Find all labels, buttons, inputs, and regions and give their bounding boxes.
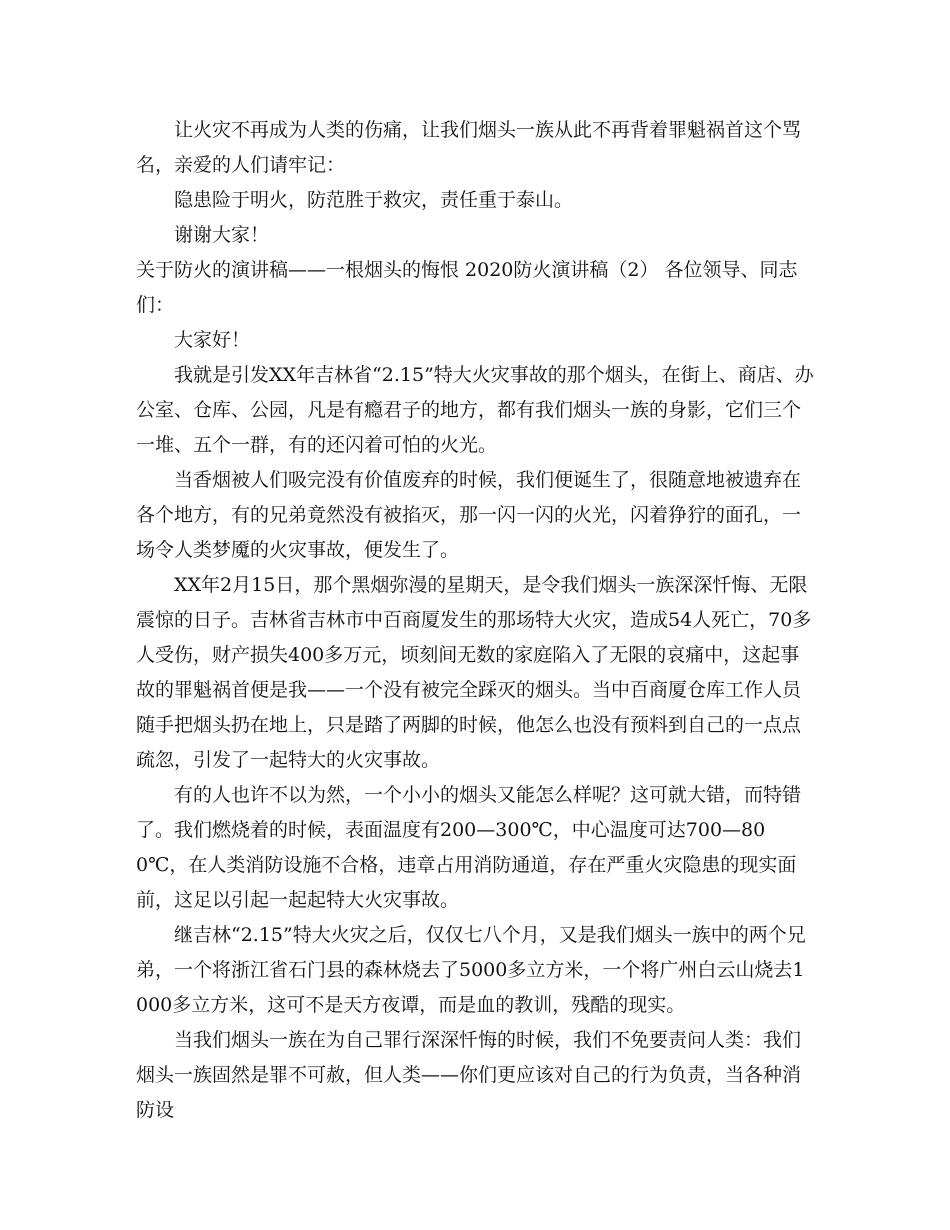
document-body bbox=[136, 113, 816, 1128]
paragraph: 让火灾不再成为人类的伤痛，让我们烟头一族从此不再背着罪魁祸首这个骂名，亲爱的人们请牢记： bbox=[136, 119, 802, 176]
paragraph: XX年2月15日，那个黑烟弥漫的星期天，是令我们烟头一族深深忏悔、无限震惊的日子。吉林省吉林市中百商厦发生的那场特大火灾，造成54人死亡，70多人受伤，财产损失400多万元，顷刻间无数的家庭陷入了无限的哀痛中，这起事故的罪魁祸首便是我——一个没有被完全踩灭的烟头。当中百商厦仓库工作人员随手把烟头扔在地上，只是踏了两脚的时候，他怎么也没有预料到自己的一点点疏忽，引发了一起特大的火灾事故。 bbox=[136, 574, 812, 771]
paragraph: 我就是引发XX年吉林省“2.15”特大火灾事故的那个烟头，在街上、商店、办公室、仓库、公园，凡是有瘾君子的地方，都有我们烟头一族的身影，它们三个一堆、五个一群，有的还闪着可怕的火光。 bbox=[136, 364, 814, 456]
paragraph: 当香烟被人们吸完没有价值废弃的时候，我们便诞生了，很随意地被遗弃在各个地方，有的兄弟竟然没有被掐灭，那一闪一闪的火光，闪着狰狞的面孔，一场令人类梦魇的火灾事故，便发生了。 bbox=[136, 469, 802, 561]
paragraph: 大家好！ bbox=[174, 329, 251, 351]
paragraph: 有的人也许不以为然，一个小小的烟头又能怎么样呢？这可就大错，而特错了。我们燃烧着的时候，表面温度有200—300℃，中心温度可达700—800℃，在人类消防设施不合格，违章占用消防通道，存在严重火灾隐患的现实面前，这足以引起一起起特大火灾事故。 bbox=[136, 784, 802, 911]
section-heading: 关于防火的演讲稿——一根烟头的悔恨 2020防火演讲稿（2） 各位领导、同志们： bbox=[136, 259, 798, 316]
paragraph: 谢谢大家！ bbox=[174, 224, 270, 246]
paragraph: 继吉林“2.15”特大火灾之后，仅仅七八个月，又是我们烟头一族中的两个兄弟，一个将浙江省石门县的森林烧去了5000多立方米，一个将广州白云山烧去1000多立方米，这可不是天方夜谭，而是血的教训，残酷的现实。 bbox=[136, 924, 806, 1016]
paragraph: 隐患险于明火，防范胜于救灾，责任重于泰山。 bbox=[174, 189, 574, 211]
paragraph: 当我们烟头一族在为自己罪行深深忏悔的时候，我们不免要责问人类：我们烟头一族固然是罪不可赦，但人类——你们更应该对自己的行为负责，当各种消防设 bbox=[136, 1029, 802, 1121]
